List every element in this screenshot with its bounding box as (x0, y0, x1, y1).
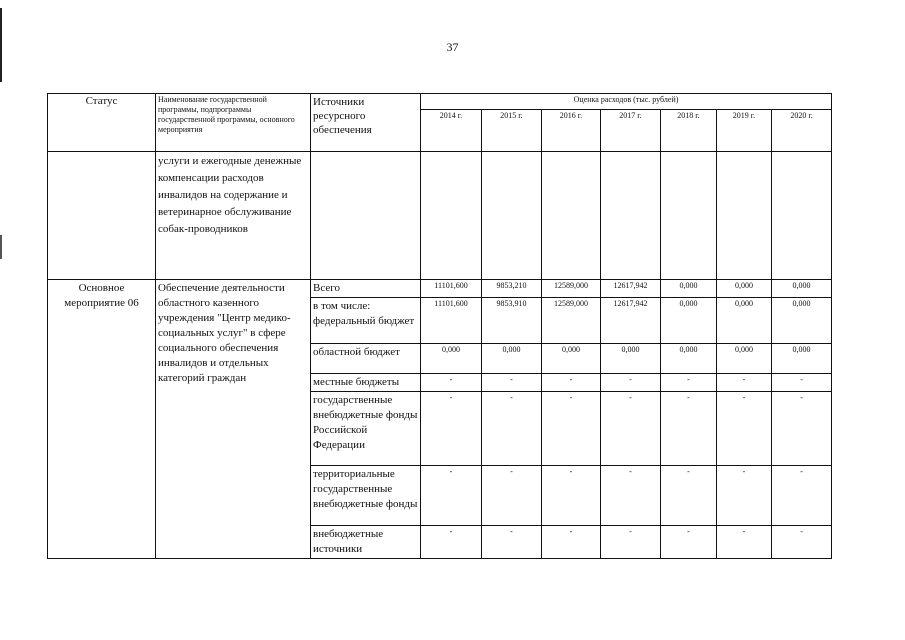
header-sources: Источники ресурсного обеспечения (311, 94, 421, 152)
year-2020: 2020 г. (772, 110, 832, 152)
value-cell: - (772, 466, 832, 526)
value-cell: - (717, 392, 772, 466)
continuation-row (48, 152, 832, 280)
value-cell: - (601, 392, 661, 466)
value-cell: - (482, 526, 542, 559)
value-cell: 0,000 (601, 344, 661, 374)
value-cell: - (482, 374, 542, 392)
value-cell: 12589,000 (542, 280, 601, 298)
page-number: 37 (446, 40, 459, 54)
value-cell: - (772, 374, 832, 392)
value-cell: 0,000 (661, 344, 717, 374)
continuation-text: услуги и ежегодные денежные компенсации расходов инвалидов на содержание и ветеринарное обслуживание собак-проводников (156, 152, 311, 280)
value-cell: - (661, 526, 717, 559)
value-cell: - (421, 466, 482, 526)
value-cell: 0,000 (661, 298, 717, 344)
value-cell: 0,000 (482, 344, 542, 374)
budget-table (47, 93, 832, 559)
value-cell: - (717, 526, 772, 559)
value-cell: 9853,210 (482, 280, 542, 298)
value-cell: - (421, 392, 482, 466)
year-2015: 2015 г. (482, 110, 542, 152)
year-2014: 2014 г. (421, 110, 482, 152)
value-cell: 11101,600 (421, 298, 482, 344)
value-cell: - (772, 526, 832, 559)
main-name: Обеспечение деятельности областного казенного учреждения "Центр медико-социальных услуг" в сфере социального обеспечения инвалидов и отдельных категорий граждан (156, 280, 311, 559)
value-cell: - (421, 374, 482, 392)
value-cell: - (482, 466, 542, 526)
value-cell: 12617,942 (601, 298, 661, 344)
value-cell: - (542, 526, 601, 559)
value-cell: - (772, 392, 832, 466)
value-cell: 11101,600 (421, 280, 482, 298)
value-cell: 0,000 (717, 280, 772, 298)
value-cell: 0,000 (542, 344, 601, 374)
value-cell: - (542, 374, 601, 392)
value-cell: - (601, 466, 661, 526)
source-federal: в том числе: федеральный бюджет (311, 298, 421, 344)
continuation-status-cell (48, 152, 156, 280)
main-status: Основное мероприятие 06 (48, 280, 156, 559)
value-cell: 0,000 (661, 280, 717, 298)
year-2018: 2018 г. (661, 110, 717, 152)
value-cell: - (542, 466, 601, 526)
value-cell: - (601, 374, 661, 392)
year-2017: 2017 г. (601, 110, 661, 152)
value-cell: - (717, 466, 772, 526)
source-territorial-funds: территориальные государственные внебюджетные фонды (311, 466, 421, 526)
year-2019: 2019 г. (717, 110, 772, 152)
year-2016: 2016 г. (542, 110, 601, 152)
value-cell: - (717, 374, 772, 392)
value-cell: 0,000 (772, 298, 832, 344)
value-cell: - (661, 392, 717, 466)
table-row (48, 280, 832, 298)
source-total: Всего (311, 280, 421, 298)
header-status: Статус (48, 94, 156, 152)
value-cell: - (542, 392, 601, 466)
source-state-offbudget-funds: государственные внебюджетные фонды Российской Федерации (311, 392, 421, 466)
value-cell: - (421, 526, 482, 559)
value-cell: - (482, 392, 542, 466)
source-local: местные бюджеты (311, 374, 421, 392)
source-offbudget: внебюджетные источники (311, 526, 421, 559)
header-name: Наименование государственной программы, подпрограммы государственной программы, основного мероприятия (156, 94, 311, 152)
value-cell: 12589,000 (542, 298, 601, 344)
value-cell: 9853,910 (482, 298, 542, 344)
value-cell: 0,000 (717, 298, 772, 344)
value-cell: - (661, 374, 717, 392)
value-cell: 0,000 (421, 344, 482, 374)
value-cell: 12617,942 (601, 280, 661, 298)
header-row (48, 94, 832, 110)
source-regional: областной бюджет (311, 344, 421, 374)
value-cell: 0,000 (772, 280, 832, 298)
value-cell: 0,000 (772, 344, 832, 374)
scan-edge-tick (0, 235, 2, 259)
header-expenses-group: Оценка расходов (тыс. рублей) (421, 94, 832, 110)
value-cell: - (661, 466, 717, 526)
value-cell: 0,000 (717, 344, 772, 374)
value-cell: - (601, 526, 661, 559)
